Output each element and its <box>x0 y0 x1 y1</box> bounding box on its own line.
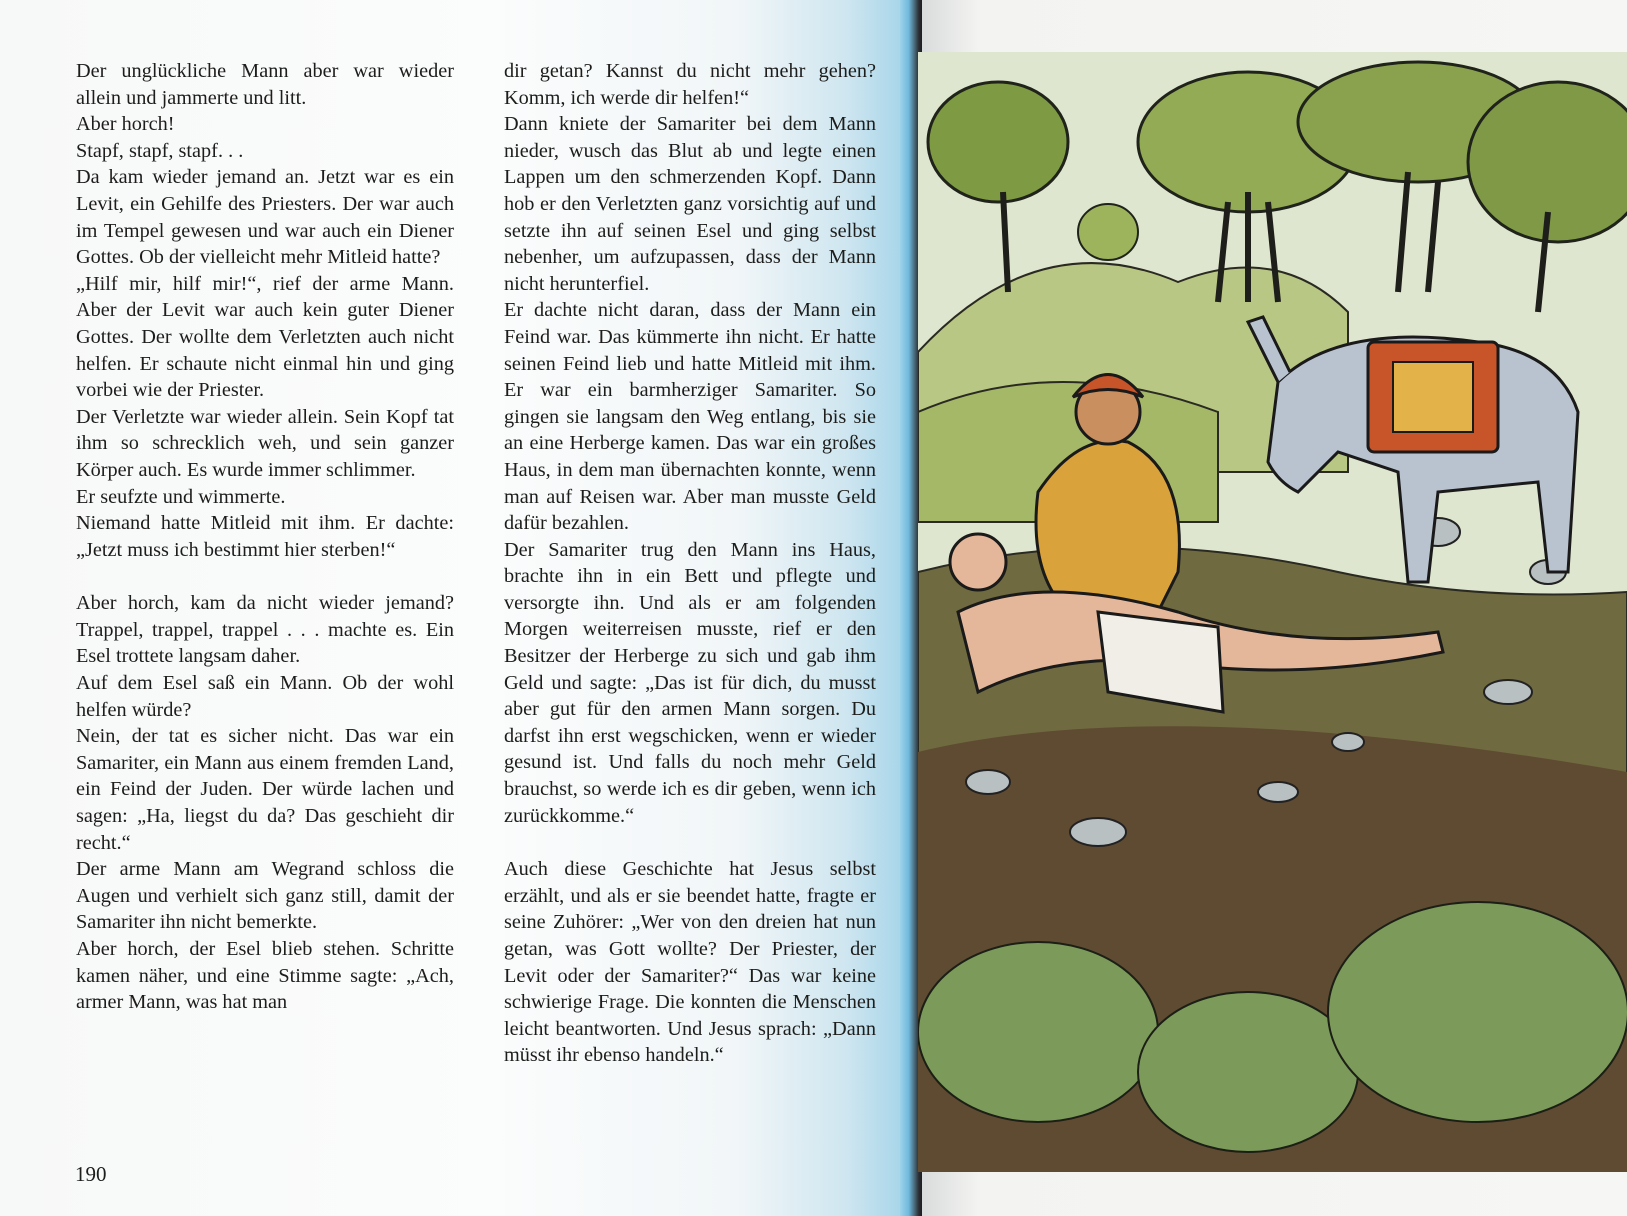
text-column-right <box>504 58 876 1069</box>
paragraph: Niemand hatte Mitleid mit ihm. Er dachte: „Jetzt muss ich bestimmt hier sterben!“ <box>76 512 454 561</box>
paragraph: Nein, der tat es sicher nicht. Das war ein Samariter, ein Mann aus einem fremden Land, ein Feind der Juden. Der würde lachen und sagen: „Ha, liegst du da? Das geschieht dir recht.“ <box>76 725 454 854</box>
paragraph: Aber horch, der Esel blieb stehen. Schritte kamen näher, und eine Stimme sagte: „Ach, armer Mann, was hat man <box>76 938 454 1014</box>
paragraph: Aber horch, kam da nicht wieder jemand? Trappel, trappel, trappel . . . machte es. Ein Esel trottete langsam daher. <box>76 592 454 668</box>
paragraph: Er seufzte und wimmerte. <box>76 485 286 508</box>
tree-canopy <box>928 82 1068 202</box>
illustration-drawing <box>918 52 1627 1172</box>
paragraph: Der unglückliche Mann aber war wieder allein und jammerte und litt. <box>76 60 454 109</box>
paragraph: Dann kniete der Samariter bei dem Mann nieder, wusch das Blut ab und legte einen Lappen um den schmerzenden Kopf. Dann hob er den Verletzten ganz vorsichtig auf und setzte ihn auf seinen Esel und ging selbst nebenher, um aufzupassen, dass der Mann nicht herunterfiel. <box>504 113 876 295</box>
paragraph: dir getan? Kannst du nicht mehr gehen? Komm, ich werde dir helfen!“ <box>504 60 876 109</box>
tree-canopy <box>1078 204 1138 260</box>
paragraph: Er dachte nicht daran, dass der Mann ein Feind war. Das kümmerte ihn nicht. Er hatte seinen Feind lieb und hatte Mitleid mit ihm. Er war ein barmherziger Samariter. So gingen sie langsam den Weg entlang, bis sie an eine Herberge kamen. Das war ein großes Haus, in dem man übernachten konnte, wenn man auf Reisen war. Aber man musste Geld dafür bezahlen. <box>504 299 876 535</box>
paragraph: Da kam wieder jemand an. Jetzt war es ein Levit, ein Gehilfe des Priesters. Der war auch im Tempel gewesen und war auch ein Diener Gottes. Ob der vielleicht mehr Mitleid hatte? <box>76 166 454 269</box>
page-number: 190 <box>75 1162 107 1186</box>
paragraph: Aber horch! <box>76 113 175 136</box>
paragraph: Stapf, stapf, stapf. . . <box>76 139 244 162</box>
paragraph: Der Samariter trug den Mann ins Haus, brachte ihn in ein Bett und pflegte und versorgte ihn. Und als er am folgenden Morgen weiterreisen musste, rief er den Besitzer der Herberge zu sich und gab ihm Geld und sagte: „Das ist für dich, du musst aber gut für den armen Mann sorgen. Du darfst ihn erst wegschicken, wenn er wieder gesund ist. Und falls du noch mehr Geld brauchst, so werde ich es dir geben, wenn ich zurückkomme.“ <box>504 538 876 827</box>
paragraph: Auf dem Esel saß ein Mann. Ob der wohl helfen würde? <box>76 672 454 721</box>
paragraph: Auch diese Geschichte hat Jesus selbst erzählt, und als er sie beendet hatte, fragte er seine Zuhörer: „Wer von den dreien hat nun getan, was Gott wollte? Der Priester, der Levit oder der Samariter?“ Das war keine schwierige Frage. Die konnten die Menschen leicht beantworten. Und Jesus sprach: „Dann müsst ihr ebenso handeln.“ <box>504 858 876 1067</box>
text-column-left <box>76 58 454 1016</box>
paragraph: Der Verletzte war wieder allein. Sein Kopf tat ihm so schrecklich weh, und sein ganzer Körper auch. Es wurde immer schlimmer. <box>76 405 454 481</box>
paragraph: „Hilf mir, hilf mir!“, rief der arme Mann. Aber der Levit war auch kein guter Diener Gottes. Der wollte dem Verletzten auch nicht helfen. Er schaute nicht einmal hin und ging vorbei wie der Priester. <box>76 272 454 402</box>
samaritan-illustration <box>918 52 1627 1172</box>
paragraph: Der arme Mann am Wegrand schloss die Augen und verhielt sich ganz still, damit der Samariter ihn nicht bemerkte. <box>76 858 454 934</box>
